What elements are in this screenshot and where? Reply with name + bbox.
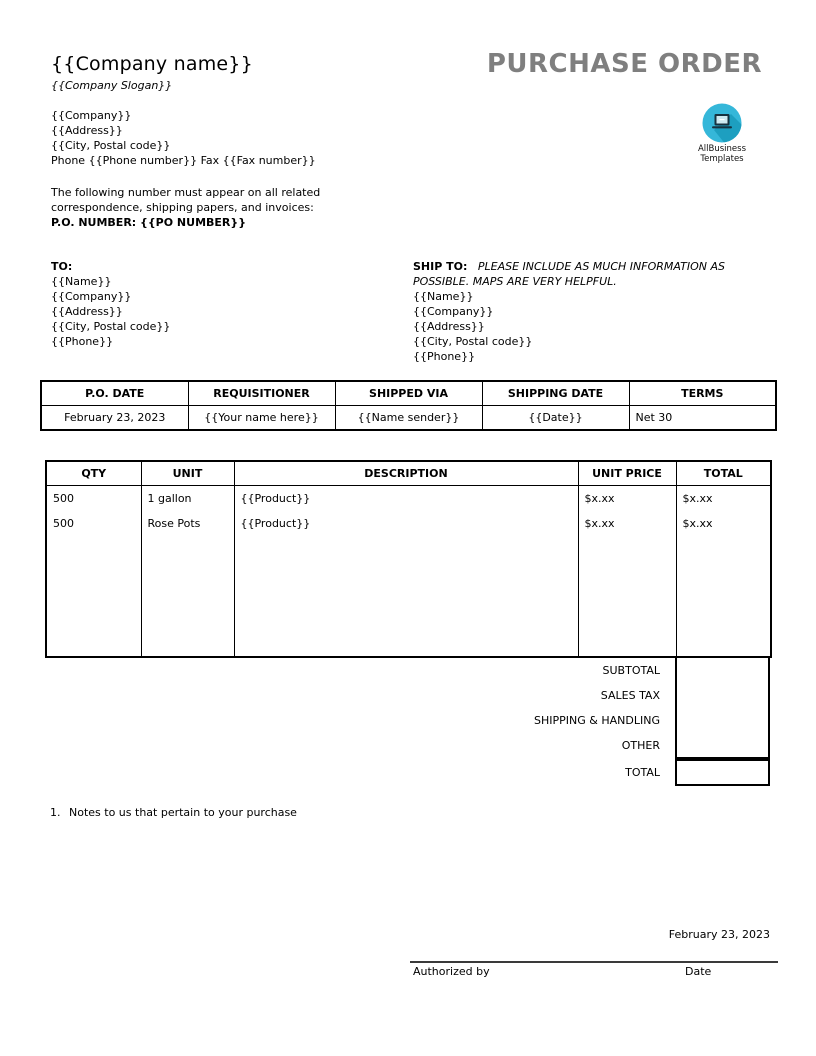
unit-price-column	[578, 485, 676, 657]
total-value-box	[675, 759, 770, 786]
header-qty: QTY	[46, 461, 141, 485]
ship-to-phone: {{Phone}}	[413, 350, 476, 363]
to-phone: {{Phone}}	[51, 335, 114, 348]
to-section	[51, 259, 381, 349]
cell-terms: Net 30	[629, 405, 776, 430]
notes-number: 1.	[50, 806, 61, 819]
cell-shipping-date: {{Date}}	[482, 405, 629, 430]
ship-to-label: SHIP TO:	[413, 260, 468, 273]
item-qty: 500	[53, 491, 74, 505]
header-requisitioner: REQUISITIONER	[188, 381, 335, 405]
ship-to-address: {{Address}}	[413, 320, 485, 333]
company-name: {{Company name}}	[51, 53, 253, 75]
phone-fax-line: Phone {{Phone number}} Fax {{Fax number}}	[51, 154, 316, 167]
ship-to-company: {{Company}}	[413, 305, 494, 318]
item-unit: Rose Pots	[147, 516, 201, 530]
company-line: {{Company}}	[51, 109, 132, 122]
header-unit: UNIT	[141, 461, 234, 485]
notes-text: Notes to us that pertain to your purchase	[69, 806, 297, 819]
item-unit-price: $x.xx	[584, 491, 615, 505]
logo-text-line1: AllBusiness	[697, 144, 747, 154]
items-table	[45, 460, 772, 658]
ship-to-section	[413, 259, 775, 364]
notes-item	[50, 806, 297, 819]
company-address-block	[51, 108, 316, 168]
description-column	[234, 485, 578, 657]
subtotal-label: SUBTOTAL	[602, 664, 660, 677]
sales-tax-label: SALES TAX	[600, 689, 660, 702]
logo-text	[684, 144, 760, 164]
item-unit-price: $x.xx	[584, 516, 615, 530]
logo-text-line2: Templates	[700, 154, 744, 164]
ship-to-header	[413, 259, 775, 289]
to-company: {{Company}}	[51, 290, 132, 303]
item-qty: 500	[53, 516, 74, 530]
cell-shipped-via: {{Name sender}}	[335, 405, 482, 430]
ship-to-name: {{Name}}	[413, 290, 474, 303]
items-body-row	[46, 485, 771, 657]
shipping-handling-label: SHIPPING & HANDLING	[534, 714, 660, 727]
header-shipping-date: SHIPPING DATE	[482, 381, 629, 405]
authorized-by-label: Authorized by	[413, 965, 490, 978]
signature-block	[410, 961, 778, 981]
header-shipped-via: SHIPPED VIA	[335, 381, 482, 405]
unit-column	[141, 485, 234, 657]
header-terms: TERMS	[629, 381, 776, 405]
header-description: DESCRIPTION	[234, 461, 578, 485]
page-title: PURCHASE ORDER	[486, 49, 762, 79]
notice-line-1: The following number must appear on all related	[51, 186, 321, 199]
item-total: $x.xx	[682, 516, 713, 530]
to-label: TO:	[51, 260, 73, 273]
ship-to-city-postal: {{City, Postal code}}	[413, 335, 533, 348]
header-unit-price: UNIT PRICE	[578, 461, 676, 485]
footer-date: February 23, 2023	[668, 928, 770, 941]
cell-requisitioner: {{Your name here}}	[188, 405, 335, 430]
to-name: {{Name}}	[51, 275, 112, 288]
total-column	[676, 485, 771, 657]
company-slogan: {{Company Slogan}}	[51, 79, 173, 92]
ship-to-note: PLEASE INCLUDE AS MUCH INFORMATION AS POSSIBLE. MAPS ARE VERY HELPFUL.	[413, 260, 725, 288]
item-description: {{Product}}	[240, 516, 311, 530]
item-total: $x.xx	[682, 491, 713, 505]
header-total: TOTAL	[676, 461, 771, 485]
city-postal-line: {{City, Postal code}}	[51, 139, 171, 152]
laptop-icon	[702, 103, 742, 143]
header-po-date: P.O. DATE	[41, 381, 188, 405]
po-number-line: P.O. NUMBER: {{PO NUMBER}}	[51, 216, 247, 229]
order-info-table	[40, 380, 777, 431]
item-description: {{Product}}	[240, 491, 311, 505]
po-number-notice	[51, 185, 320, 230]
to-city-postal: {{City, Postal code}}	[51, 320, 171, 333]
items-header-row	[46, 461, 771, 485]
order-info-value-row	[41, 405, 776, 430]
summary-amounts-box	[675, 658, 770, 759]
cell-po-date: February 23, 2023	[41, 405, 188, 430]
to-address: {{Address}}	[51, 305, 123, 318]
allbusiness-logo	[684, 103, 760, 164]
qty-column	[46, 485, 141, 657]
date-label: Date	[685, 965, 712, 978]
notice-line-2: correspondence, shipping papers, and invoices:	[51, 201, 314, 214]
total-label: TOTAL	[625, 766, 660, 779]
address-line: {{Address}}	[51, 124, 123, 137]
item-unit: 1 gallon	[147, 491, 192, 505]
order-info-header-row	[41, 381, 776, 405]
other-label: OTHER	[621, 739, 660, 752]
